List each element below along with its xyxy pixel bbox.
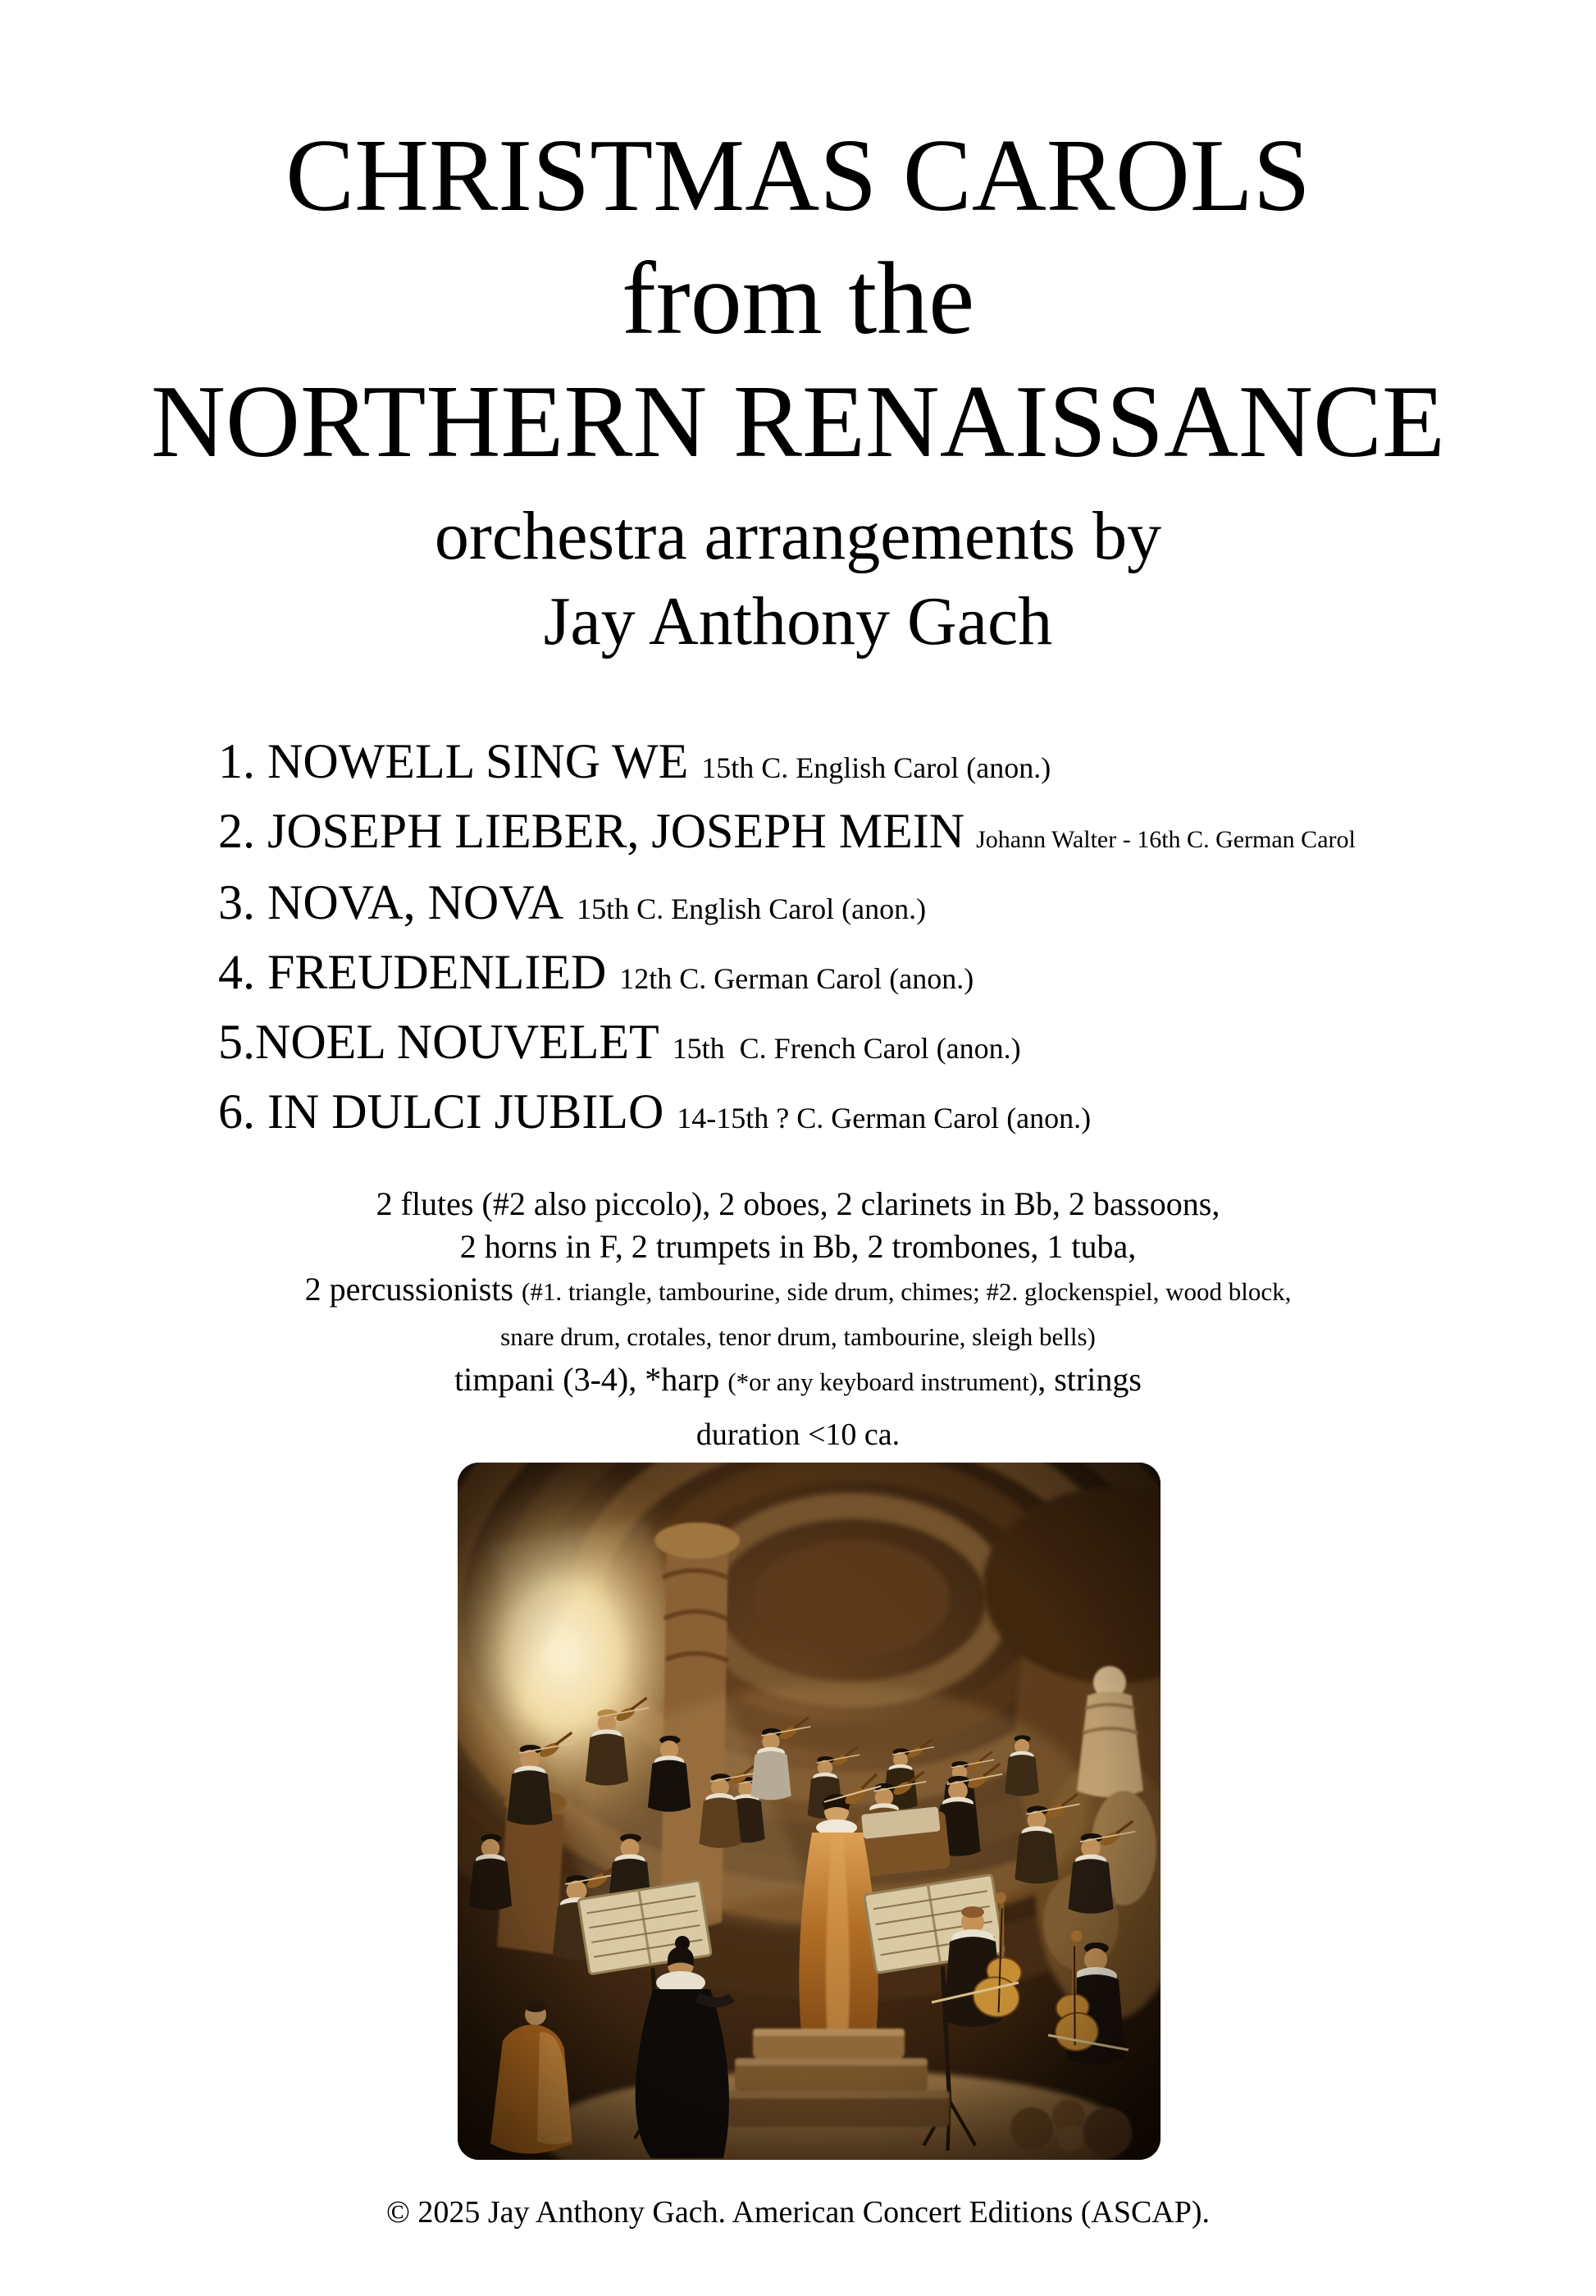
carol-note: 15th C. English Carol (anon.) xyxy=(577,892,927,925)
carol-item-4 xyxy=(218,941,1596,1011)
instrumentation-line-4 xyxy=(0,1313,1596,1358)
strings-label: , strings xyxy=(1037,1361,1142,1398)
carol-list xyxy=(0,730,1596,1150)
carol-title: 1. NOWELL SING WE xyxy=(218,734,689,788)
title-line-1: CHRISTMAS CAROLS xyxy=(285,119,1311,233)
carol-item-2 xyxy=(218,800,1596,871)
carol-item-1 xyxy=(218,730,1596,800)
orchestra-grotto-painting xyxy=(458,1463,1161,2160)
carol-item-3 xyxy=(218,871,1596,941)
title-line-3: NORTHERN RENAISSANCE xyxy=(150,365,1445,479)
carol-item-5 xyxy=(218,1011,1596,1080)
carol-title: 4. FREUDENLIED xyxy=(218,945,607,999)
percussion-detail-2: snare drum, crotales, tenor drum, tambourine, sleigh bells) xyxy=(500,1322,1096,1351)
vignette-overlay xyxy=(458,1463,1161,2160)
title-block xyxy=(0,0,1596,484)
carol-note: 15th C. English Carol (anon.) xyxy=(701,751,1051,784)
duration-note: duration <10 ca. xyxy=(695,1417,901,1452)
carol-item-6 xyxy=(218,1080,1596,1150)
percussion-detail-1: (#1. triangle, tambourine, side drum, chimes; #2. glockenspiel, wood block, xyxy=(522,1277,1292,1306)
carol-title: 5.NOEL NOUVELET xyxy=(218,1015,659,1069)
orchestra-painting-canvas xyxy=(458,1463,1161,2160)
instrumentation-line-5 xyxy=(0,1358,1596,1404)
carol-note: 14-15th ? C. German Carol (anon.) xyxy=(677,1102,1092,1134)
byline-block xyxy=(0,494,1596,664)
carol-note: 15th C. French Carol (anon.) xyxy=(672,1032,1021,1065)
carol-note: Johann Walter - 16th C. German Carol xyxy=(976,826,1356,853)
instrumentation-line-2: 2 horns in F, 2 trumpets in Bb, 2 trombones, 1 tuba, xyxy=(459,1228,1137,1265)
instrumentation-block xyxy=(0,1183,1596,1404)
byline-arranger-label: orchestra arrangements by xyxy=(434,498,1162,574)
carol-title: 2. JOSEPH LIEBER, JOSEPH MEIN xyxy=(218,804,965,858)
carol-note: 12th C. German Carol (anon.) xyxy=(619,962,974,995)
byline-arranger-name: Jay Anthony Gach xyxy=(543,583,1053,660)
instrumentation-line-1: 2 flutes (#2 also piccolo), 2 oboes, 2 clarinets in Bb, 2 bassoons, xyxy=(376,1185,1220,1222)
percussionists-label: 2 percussionists xyxy=(304,1271,513,1308)
timpani-harp-label: timpani (3-4), *harp xyxy=(454,1361,720,1398)
instrumentation-line-3 xyxy=(0,1268,1596,1313)
carol-title: 3. NOVA, NOVA xyxy=(218,875,564,929)
copyright-line: © 2025 Jay Anthony Gach. American Concert Editions (ASCAP). xyxy=(385,2195,1211,2230)
title-line-2: from the xyxy=(621,242,975,356)
carol-title: 6. IN DULCI JUBILO xyxy=(218,1084,664,1139)
harp-alternative-note: (*or any keyboard instrument) xyxy=(727,1367,1038,1396)
